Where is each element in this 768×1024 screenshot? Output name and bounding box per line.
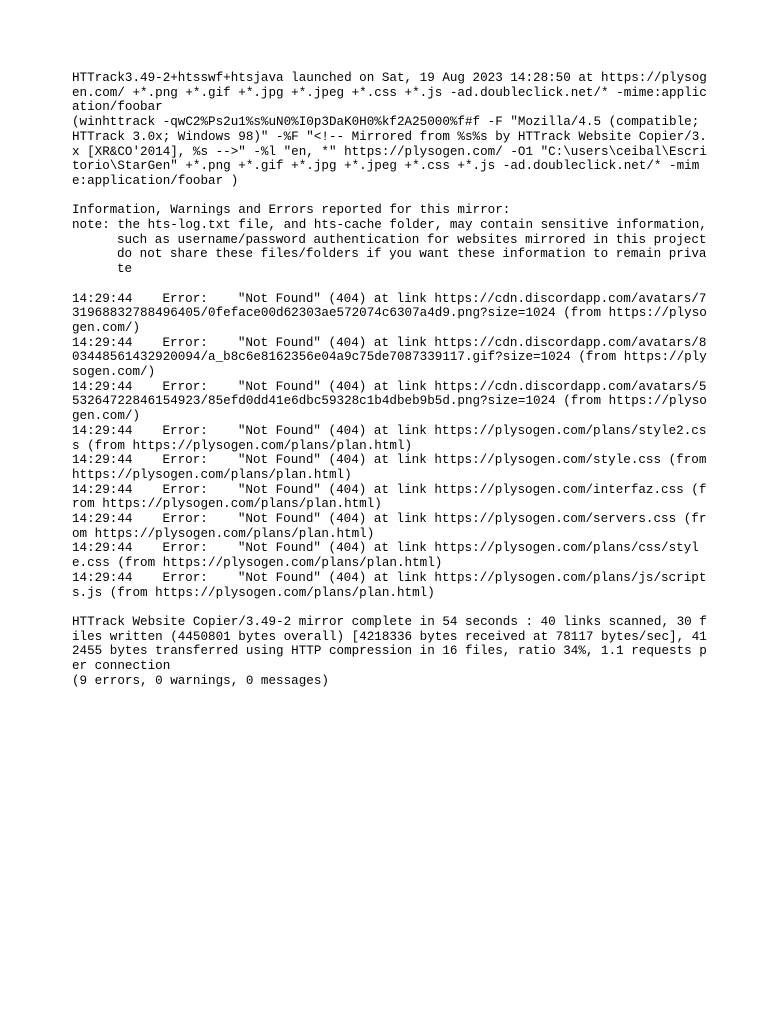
summary-counts: (9 errors, 0 warnings, 0 messages) (72, 673, 329, 688)
error-entry (72, 292, 712, 336)
error-level: Error: (162, 291, 208, 306)
error-message: "Not Found" (404) at link https://plysogen.com/plans/js/scripts.js (from https://plysogen.com/plans/plan.html) (72, 570, 707, 600)
log-document (72, 71, 712, 703)
error-time: 14:29:44 (72, 512, 133, 527)
error-time: 14:29:44 (72, 291, 133, 306)
notice-title: Information, Warnings and Errors reported for this mirror: (72, 203, 511, 218)
error-entry (72, 380, 712, 424)
error-entry (72, 483, 712, 512)
error-level: Error: (162, 570, 208, 585)
error-entry (72, 571, 712, 600)
error-list (72, 292, 712, 601)
error-time: 14:29:44 (72, 335, 133, 350)
summary-line: HTTrack Website Copier/3.49-2 mirror complete in 54 seconds : 40 links scanned, 30 files written (4450801 bytes overall) [4218336 bytes received at 78117 bytes/sec], 412455 bytes transferred using HTTP compression in 16 files, ratio 34%, 1.1 requests per connection (72, 614, 707, 674)
notice-note: note: the hts-log.txt file, and hts-cache folder, may contain sensitive information, (72, 218, 707, 233)
command-line: (winhttrack -qwC2%Ps2u1%s%uN0%I0p3DaK0H0%kf2A25000%f#f -F "Mozilla/4.5 (compatible; HTTrack 3.0x; Windows 98)" -%F "<!-- Mirrored from %s%s by HTTrack Website Copier/3.x [XR&CO'2014], %s -->" -%l "en, *" https://plysogen.com/ -O1 "C:\users\ceibal\Escritorio\StarGen" +*.png +*.gif +*.jpg +*.jpeg +*.css +*.js -ad.doubleclick.net/* -mime:application/foobar ) (72, 115, 707, 188)
error-level: Error: (162, 541, 208, 556)
error-time: 14:29:44 (72, 570, 133, 585)
error-level: Error: (162, 335, 208, 350)
error-entry (72, 424, 712, 453)
error-message: "Not Found" (404) at link https://plysogen.com/interfaz.css (from https://plysogen.com/plans/plan.html) (72, 482, 707, 512)
notice-section (72, 203, 712, 277)
error-message: "Not Found" (404) at link https://plysogen.com/plans/style2.css (from https://plysogen.com/plans/plan.html) (72, 423, 707, 453)
error-level: Error: (162, 379, 208, 394)
notice-line-2: such as username/password authentication for websites mirrored in this project (117, 232, 707, 247)
error-time: 14:29:44 (72, 541, 133, 556)
launch-line: HTTrack3.49-2+htsswf+htsjava launched on Sat, 19 Aug 2023 14:28:50 at https://plysogen.com/ +*.png +*.gif +*.jpg +*.jpeg +*.css +*.js -ad.doubleclick.net/* -mime:application/foobar (72, 71, 707, 115)
error-message: "Not Found" (404) at link https://cdn.discordapp.com/avatars/803448561432920094/a_b8c6e8162356e04a9c75de7087339117.gif?size=1024 (from https://plysogen.com/) (72, 335, 707, 380)
error-message: "Not Found" (404) at link https://plysogen.com/style.css (from https://plysogen.com/plans/plan.html) (72, 453, 714, 482)
summary-section (72, 615, 712, 689)
error-entry (72, 453, 712, 482)
error-level: Error: (162, 512, 208, 527)
error-time: 14:29:44 (72, 423, 133, 438)
error-level: Error: (162, 482, 208, 497)
error-time: 14:29:44 (72, 482, 133, 497)
error-message: "Not Found" (404) at link https://cdn.discordapp.com/avatars/553264722846154923/85efd0dd41e6dbc59328c1b4dbeb9b5d.png?size=1024 (from https://plysogen.com/) (72, 379, 707, 424)
error-entry (72, 512, 712, 541)
error-time: 14:29:44 (72, 379, 133, 394)
error-level: Error: (162, 423, 208, 438)
error-message: "Not Found" (404) at link https://plysogen.com/servers.css (from https://plysogen.com/plans/plan.html) (72, 512, 707, 541)
error-message: "Not Found" (404) at link https://cdn.discordapp.com/avatars/731968832788496405/0feface00d62303ae572074c6307a4d9.png?size=1024 (from https://plysogen.com/) (72, 291, 707, 335)
error-time: 14:29:44 (72, 453, 133, 468)
error-entry (72, 336, 712, 380)
error-entry (72, 541, 712, 570)
launch-header (72, 71, 712, 189)
notice-line-3: do not share these files/folders if you want these information to remain private (117, 247, 707, 277)
error-level: Error: (162, 453, 208, 468)
error-message: "Not Found" (404) at link https://plysogen.com/plans/css/style.css (from https://plysogen.com/plans/plan.html) (72, 541, 699, 571)
